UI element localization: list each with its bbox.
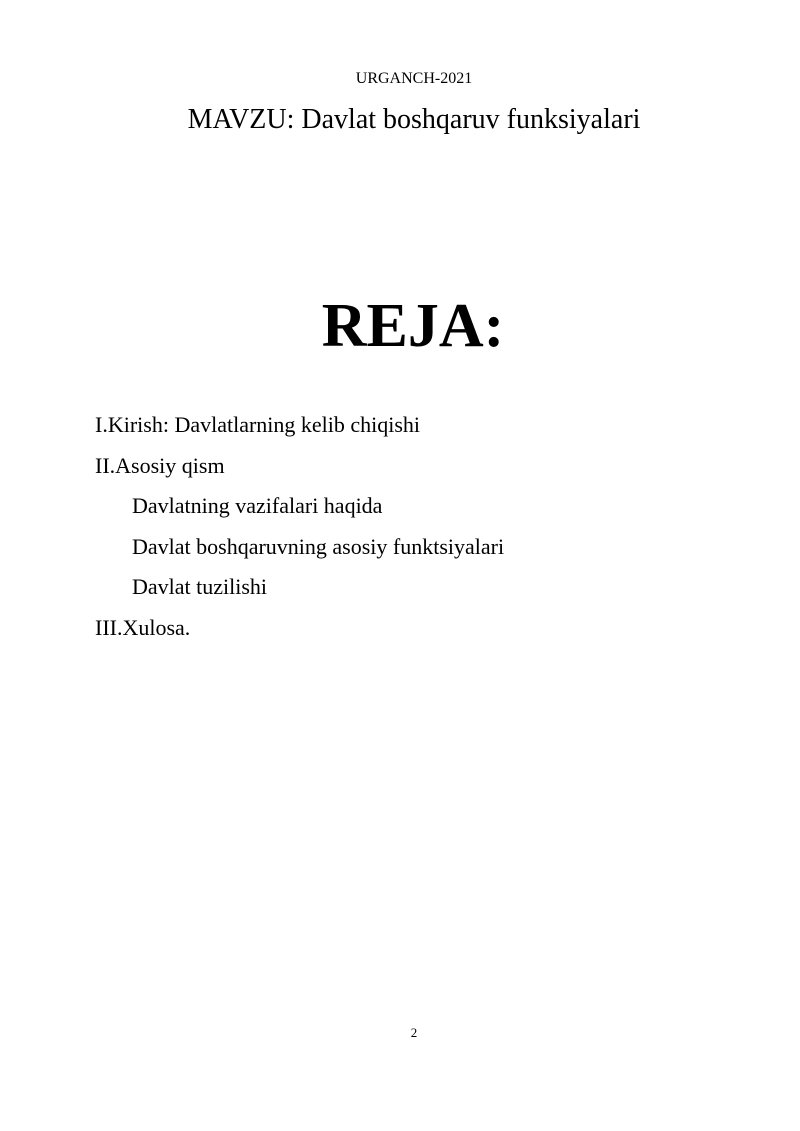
outline-subitem-governance-functions: Davlat boshqaruvning asosiy funktsiyalari (132, 533, 505, 559)
outline-item-main-part: II.Asosiy qism (95, 452, 225, 478)
outline-item-introduction: I.Kirish: Davlatlarning kelib chiqishi (95, 412, 421, 437)
topic-title: MAVZU: Davlat boshqaruv funksiyalari (187, 104, 641, 135)
page-number: 2 (410, 1025, 418, 1040)
city-year-heading: URGANCH-2021 (355, 70, 473, 87)
plan-heading: REJA: (321, 292, 505, 360)
outline-subitem-state-duties: Davlatning vazifalari haqida (132, 493, 383, 519)
outline-item-conclusion: III.Xulosa. (95, 614, 191, 640)
plan-outline (95, 405, 504, 649)
outline-subitem-state-structure: Davlat tuzilishi (132, 574, 268, 600)
